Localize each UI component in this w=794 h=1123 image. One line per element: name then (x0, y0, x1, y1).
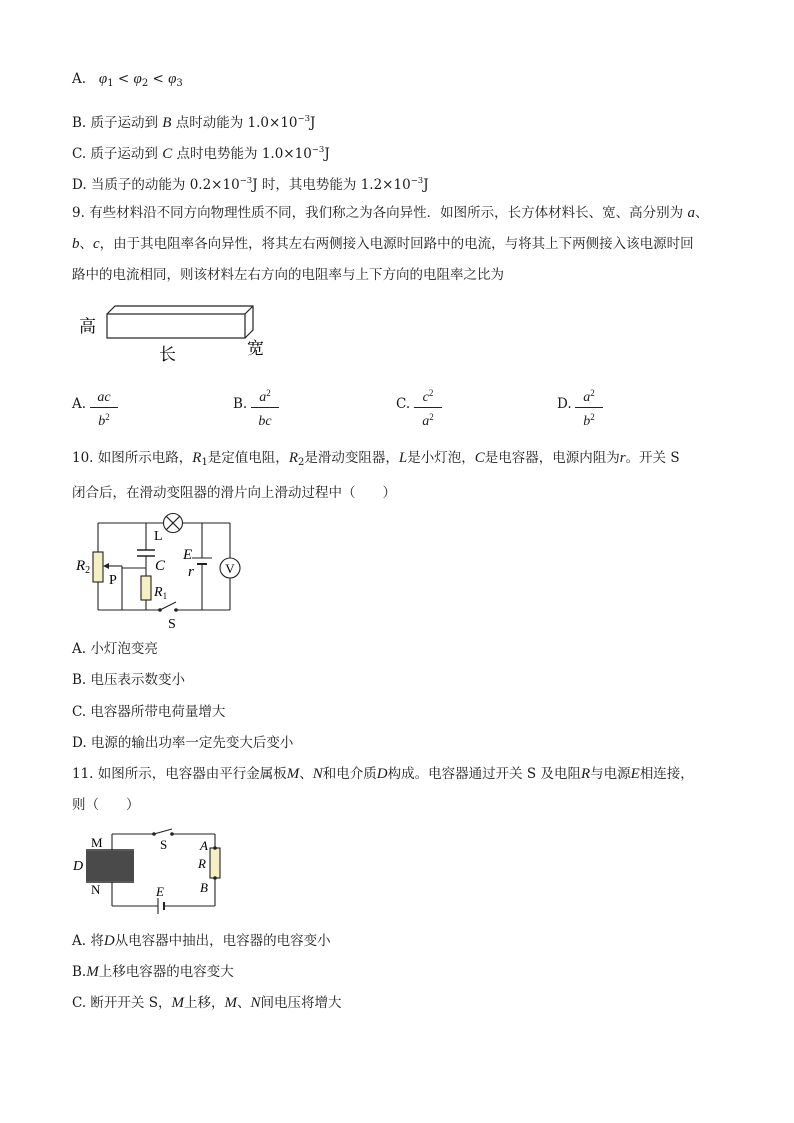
label-width: 宽 (247, 339, 264, 358)
resistor-r-icon (210, 848, 220, 878)
battery-icon (158, 898, 164, 914)
q9-option-b-fraction: $a^2$ bc (249, 385, 281, 430)
label-height: 高 (79, 317, 96, 336)
q9-line-2: b、c，由于其电阻率各向异性，将其左右两侧接入电源时回路中的电流，与将其上下两侧接入该电源时回 (72, 236, 694, 252)
label-internal-r: r (188, 564, 194, 580)
q9-option-d-fraction: $a^2$ $b^2$ (573, 385, 605, 430)
q11-line-2: 则（ ） (72, 797, 140, 813)
q10-line-1: 10. 如图所示电路，$R_1$是定值电阻，$R_2$是滑动变阻器，L是小灯泡，C是电容器，电源内阻为r。开关 S (72, 450, 680, 468)
label-r1: $R_1$ (154, 585, 168, 601)
q10-circuit-figure (72, 506, 252, 634)
label-point-b: B (200, 880, 208, 895)
phi-1: φ (98, 71, 108, 87)
q10-option-d: D. 电源的输出功率一定先变大后变小 (72, 735, 294, 751)
label-emf: E (183, 547, 193, 563)
q9-option-a-fraction: ac $b^2$ (88, 385, 120, 430)
label-dielectric: D (73, 859, 84, 874)
q11-option-a: A. 将D从电容器中抽出，电容器的电容变小 (72, 933, 331, 949)
svg-text:V: V (225, 561, 235, 576)
q9-option-b-label: B. (233, 396, 248, 412)
q10-option-a: A. 小灯泡变亮 (72, 641, 158, 657)
label-emf: E (156, 884, 164, 899)
label-plate-m: M (91, 835, 103, 850)
phi-3: φ (168, 71, 177, 87)
q11-circuit-figure (72, 826, 232, 918)
q10-option-c: C. 电容器所带电荷量增大 (72, 704, 226, 720)
label-switch: S (160, 837, 168, 852)
voltmeter-icon (220, 558, 240, 578)
label-switch: S (168, 617, 176, 632)
label-length: 长 (159, 345, 176, 364)
q8-option-a: A. $\varphi_1 < \varphi_2 < \varphi_3$ (72, 71, 183, 89)
q8-option-b: B. 质子运动到 B 点时动能为 $1.0\times 10^{-3}J$ (72, 114, 316, 131)
capacitor-icon (137, 550, 155, 556)
label-slider: P (109, 573, 117, 588)
phi-2: φ (133, 71, 142, 87)
lamp-icon (164, 514, 183, 533)
resistor-r1-icon (141, 576, 151, 600)
q9-option-c-fraction: $c^2$ $a^2$ (412, 385, 444, 430)
q8-option-c: C. 质子运动到 C 点时电势能为 $1.0\times 10^{-3}J$ (72, 145, 330, 162)
q11-option-c: C. 断开开关 S，M上移，M、N间电压将增大 (72, 995, 342, 1011)
slider-arrow-icon (103, 563, 109, 569)
dielectric-d-icon (86, 851, 134, 881)
rheostat-r2-icon (93, 552, 103, 582)
q10-option-b: B. 电压表示数变小 (72, 672, 186, 688)
q9-line-1: 9. 有些材料沿不同方向物理性质不同，我们称之为各向异性．如图所示，长方体材料长、宽、高分别为 a、 (72, 205, 709, 221)
q9-option-c-label: C. (396, 396, 411, 412)
cuboid-shape (107, 306, 253, 338)
label-plate-n: N (91, 882, 101, 897)
q9-option-a-label: A. (72, 396, 87, 412)
cuboid-figure (75, 296, 275, 368)
label-lamp: L (154, 529, 163, 544)
battery-icon (192, 558, 212, 564)
label-r2: $R_2$ (76, 558, 91, 576)
q11-option-b: B.M上移电容器的电容变大 (72, 964, 234, 980)
q10-line-2: 闭合后，在滑动变阻器的滑片向上滑动过程中（ ） (72, 485, 396, 501)
label-resistor: R (198, 856, 206, 871)
q11-line-1: 11. 如图所示，电容器由平行金属板M、N和电介质D构成。电容器通过开关 S 及电阻R与电源E相连接， (72, 766, 694, 782)
q8-option-d: D. 当质子的动能为 $0.2\times 10^{-3}J$ 时，其电势能为 $1.2\times 10^{-3}J$ (72, 176, 429, 193)
label-point-a: A (200, 838, 208, 853)
label-capacitor: C (155, 558, 166, 574)
q9-line-3: 路中的电流相同，则该材料左右方向的电阻率与上下方向的电阻率之比为 (72, 267, 504, 283)
q9-option-d-label: D. (557, 396, 572, 412)
